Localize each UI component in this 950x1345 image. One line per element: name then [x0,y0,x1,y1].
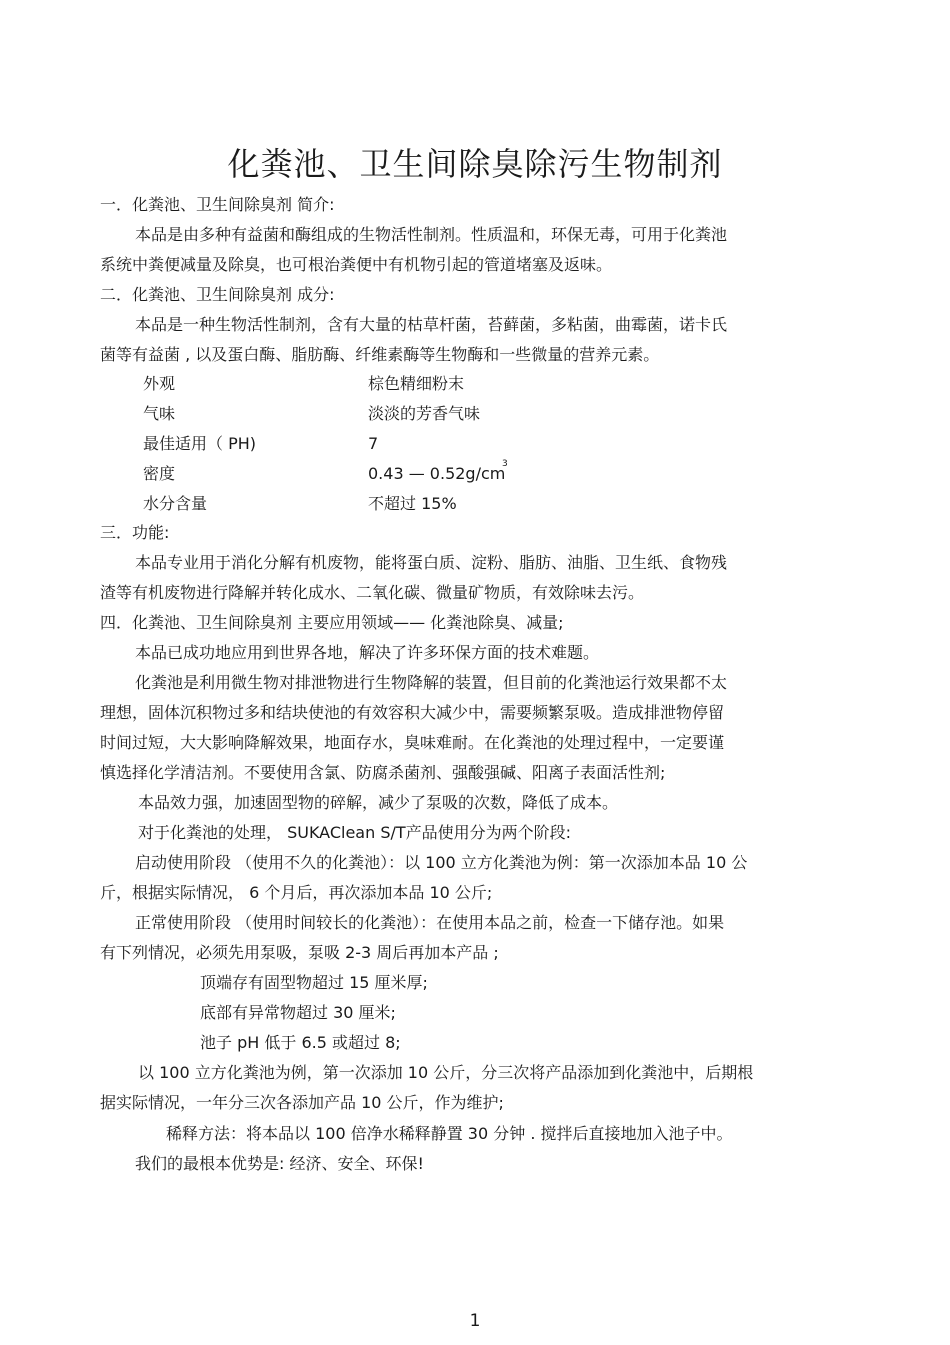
section-4-paragraph-4: 对于化粪池的处理， SUKAClean S/T产品使用分为两个阶段: [138,823,572,842]
section-3-text-line-2: 渣等有机废物进行降解并转化成水、二氧化碳、微量矿物质，有效除味去污。 [100,583,645,602]
startup-stage-line-2: 斤，根据实际情况， 6 个月后，再次添加本品 10 公斤; [100,883,493,902]
section-1-heading: 一．化粪池、卫生间除臭剂 简介: [100,195,335,214]
property-label: 气味 [143,404,176,423]
section-4-paragraph-2-line-1: 化粪池是利用微生物对排泄物进行生物降解的装置，但目前的化粪池运行效果都不太 [135,673,728,692]
property-label: 最佳适用（ PH) [143,434,257,453]
property-value: 不超过 15% [368,494,457,513]
page-number: 1 [469,1311,481,1331]
condition-item: 顶端存有固型物超过 15 厘米厚; [200,973,428,992]
section-4-paragraph-3: 本品效力强，加速固型物的碎解，减少了泵吸的次数，降低了成本。 [138,793,619,812]
section-4-paragraph-2-line-3: 时间过短，大大影响降解效果，地面存水，臭味难耐。在化粪池的处理过程中，一定要谨 [100,733,725,752]
section-3-text-line-1: 本品专业用于消化分解有机废物，能将蛋白质、淀粉、脂肪、油脂、卫生纸、食物残 [135,553,728,572]
property-label: 外观 [143,374,176,393]
property-value: 棕色精细粉末 [368,374,465,393]
section-4-paragraph-2-line-4: 慎选择化学清洁剂。不要使用含氯、防腐杀菌剂、强酸强碱、阳离子表面活性剂; [100,763,666,782]
section-2-heading: 二．化粪池、卫生间除臭剂 成分: [100,285,335,304]
section-4-heading: 四．化粪池、卫生间除臭剂 主要应用领域—— 化粪池除臭、减量; [100,613,564,632]
dilution-method: 稀释方法：将本品以 100 倍净水稀释静置 30 分钟 . 搅拌后直接地加入池子中。 [166,1124,733,1143]
section-4-paragraph-1: 本品已成功地应用到世界各地，解决了许多环保方面的技术难题。 [135,643,600,662]
condition-item: 底部有异常物超过 30 厘米; [200,1003,396,1022]
section-1-text-line-2: 系统中粪便减量及除臭，也可根治粪便中有机物引起的管道堵塞及返味。 [100,255,613,274]
example-line-2: 据实际情况，一年分三次各添加产品 10 公斤，作为维护; [100,1093,504,1112]
advantages-statement: 我们的最根本优势是: 经济、安全、环保! [135,1154,424,1173]
section-2-text-line-2: 菌等有益菌 , 以及蛋白酶、脂肪酶、纤维素酶等生物酶和一些微量的营养元素。 [100,345,660,364]
property-value: 淡淡的芳香气味 [368,404,481,423]
normal-stage-line-2: 有下列情况，必须先用泵吸，泵吸 2-3 周后再加本产品 ; [100,943,499,962]
density-superscript: 3 [502,459,508,469]
document-title: 化粪池、卫生间除臭除污生物制剂 [227,145,723,183]
startup-stage-line-1: 启动使用阶段 （使用不久的化粪池）：以 100 立方化粪池为例：第一次添加本品 10 公 [135,853,748,872]
section-2-text-line-1: 本品是一种生物活性制剂，含有大量的枯草杆菌，苔藓菌，多粘菌，曲霉菌，诺卡氏 [135,315,728,334]
section-4-paragraph-2-line-2: 理想，固体沉积物过多和结块使池的有效容积大减少中，需要频繁泵吸。造成排泄物停留 [100,703,725,722]
property-value: 7 [368,434,379,453]
section-3-heading: 三．功能: [100,523,170,542]
normal-stage-line-1: 正常使用阶段 （使用时间较长的化粪池）：在使用本品之前，检查一下储存池。如果 [135,913,725,932]
example-line-1: 以 100 立方化粪池为例，第一次添加 10 公斤，分三次将产品添加到化粪池中，后期根 [138,1063,754,1082]
section-1-text-line-1: 本品是由多种有益菌和酶组成的生物活性制剂。性质温和，环保无毒，可用于化粪池 [135,225,728,244]
property-label: 密度 [143,464,176,483]
property-value: 0.43 — 0.52g/cm [368,464,506,483]
property-label: 水分含量 [143,494,208,513]
condition-item: 池子 pH 低于 6.5 或超过 8; [200,1033,401,1052]
